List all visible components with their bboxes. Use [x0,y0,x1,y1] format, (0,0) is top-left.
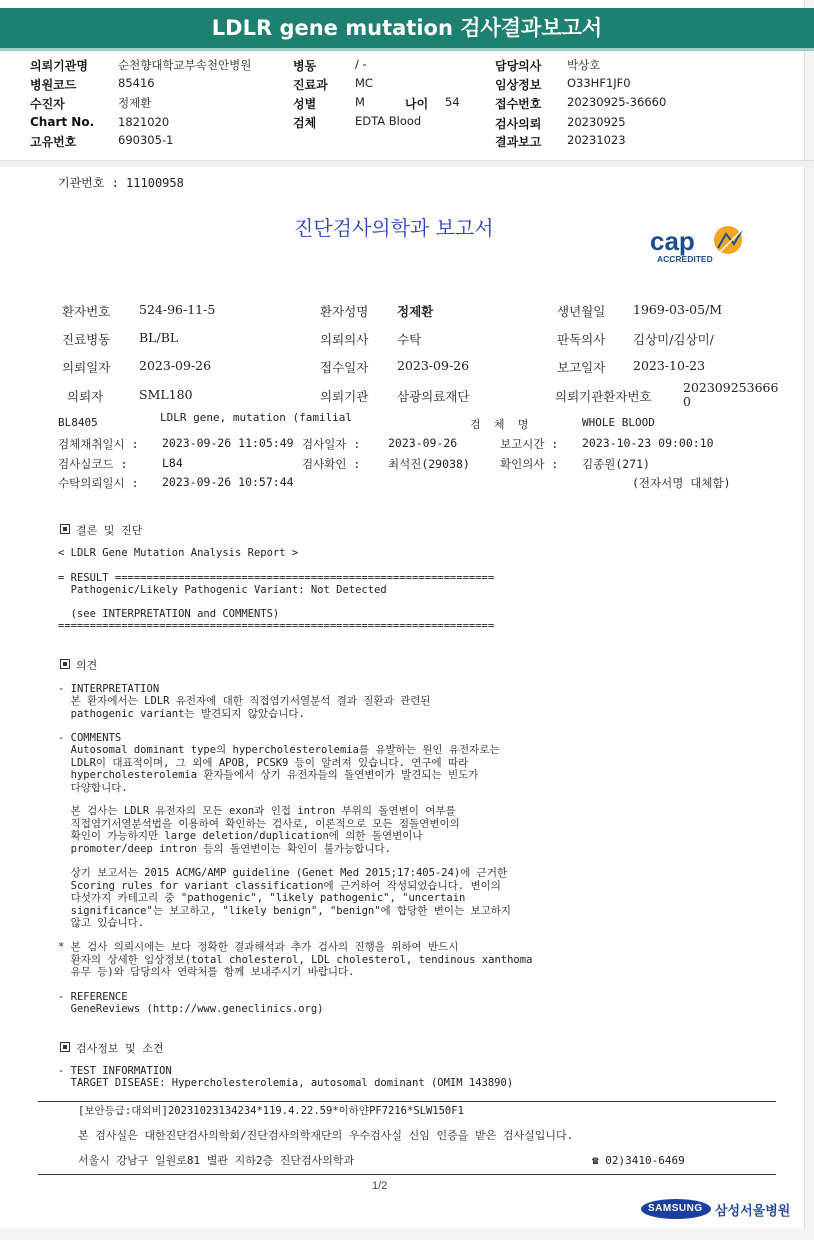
specimen-name-label: 검 체 명 [470,418,529,431]
meta-value: 2023-09-26 [388,436,458,450]
meta-label: 검사일자 : [302,437,361,451]
section-heading-test-info [60,1040,164,1056]
info-value: 2023-09-26 [139,358,212,373]
report-heading: < LDLR Gene Mutation Analysis Report > [58,547,299,559]
doctor-label: 담당의사 [495,59,542,73]
report-banner-title: LDLR gene mutation 검사결과보고서 [0,8,814,48]
report-date-label: 결과보고 [495,135,542,149]
banner-underline [0,48,814,51]
doctor-value: 박상호 [567,58,601,72]
sex-label: 성별 [293,97,317,111]
section-heading-conclusion [60,522,142,538]
info-value: 524-96-11-5 [139,302,216,317]
section-bullet-icon [60,524,70,534]
hospital-name-text: 삼성서울병원 [715,1204,791,1219]
info-label: 생년월일 [557,304,606,319]
info-value: 정제환 [397,304,434,319]
receipt-value: 20230925-36660 [567,95,667,109]
section-bullet-icon [60,1042,70,1052]
reference-body: GeneReviews (http://www.geneclinics.org) [58,1003,324,1015]
meta-value: 최석진(29038) [388,457,470,471]
info-value: 2023-10-23 [633,358,706,373]
institution-number: 기관번호 : 11100958 [58,176,184,190]
result-note: (see INTERPRETATION and COMMENTS) [58,608,280,620]
result-line: = RESULT ============================================================ [58,572,495,584]
lab-phone: ☎ 02)3410-6469 [592,1154,685,1167]
meta-label: 보고시간 : [500,437,559,451]
request-label: 검사의뢰 [495,117,542,131]
chart-no-label: Chart No. [30,115,95,129]
info-value: 수탁 [397,332,422,347]
hcode-label: 병원코드 [30,78,77,92]
info-label: 의뢰자 [67,389,104,404]
info-value: SML180 [139,387,193,402]
test-information-body: TARGET DISEASE: Hypercholesterolemia, autosomal dominant (OMIM 143890) [58,1077,514,1089]
section-bullet-icon [60,659,70,669]
security-line: [보안등급:대외비]20231023134234*119.4.22.59*이하얀PF7216*SLW150F1 [78,1105,464,1117]
receipt-label: 접수번호 [495,97,542,111]
comments-paragraph-2: 본 검사는 LDLR 유전자의 모든 exon과 인접 intron 부위의 돌연변이 여부를 직접염기서열분석법을 이용하여 확인하는 검사로, 이론적으로 모든 점돌연변이의 확인이 가능하지만 large deletion/duplication에 의한 돌연변이나 promoter/deep intron 등의 돌연변이는 확인이 불가능합니다. [70,805,460,855]
info-value: 1969-03-05/M [633,302,723,317]
samsung-text: SAMSUNG [648,1203,703,1214]
section-heading-opinion [60,657,97,673]
report-date-value: 20231023 [567,133,626,147]
info-label: 접수일자 [320,360,369,375]
ward-label: 병동 [293,59,317,73]
section-title: 의견 [76,659,98,672]
dept-label: 진료과 [293,78,328,92]
page-number: 1/2 [372,1180,388,1192]
info-label: 환자번호 [62,304,111,319]
specimen-label: 검체 [293,116,317,130]
clinical-value: O33HF1JF0 [567,76,631,90]
meta-value: 2023-09-26 10:57:44 [162,475,294,489]
info-value: 202309253666 [683,380,779,395]
chart-no-value: 1821020 [118,115,170,129]
doc-title: 진단검사의학과 보고서 [294,216,494,240]
info-label: 진료병동 [62,332,111,347]
section-title: 결론 및 진단 [76,524,143,537]
dept-value: MC [355,76,373,90]
hospital-value: 순천향대학교부속천안병원 [118,58,252,72]
ward-value: / - [355,57,367,71]
info-label: 의뢰의사 [320,332,369,347]
meta-label: 검사실코드 : [58,457,128,471]
result-text: Pathogenic/Likely Pathogenic Variant: Not Detected [58,584,387,596]
meta-label: 검사확인 : [302,457,361,471]
test-information-heading: - TEST INFORMATION [58,1065,172,1077]
cap-text: cap [650,226,695,256]
result-end-line: ===================================================================== [58,620,495,632]
test-code: BL8405 [58,416,98,429]
sex-value: M [355,95,365,109]
comments-paragraph-1: Autosomal dominant type의 hypercholesterolemia를 유발하는 원인 유전자로는 LDLR이 대표적이며, 그 외에 APOB, PCSK9 등이 알려져 있습니다. 연구에 따라 hypercholesterolemia 환자들에서 상기 유전자들의 돌연변이가 발견되는 빈도가 다양합니다. [70,744,500,794]
footer-rule-bottom [38,1174,776,1175]
uid-label: 고유번호 [30,135,77,149]
cap-accredited-text: ACCREDITED [657,254,713,264]
meta-value: L84 [162,456,183,470]
section-title: 검사정보 및 소견 [76,1042,164,1055]
patient-label: 수진자 [30,97,65,111]
age-value: 54 [445,95,460,109]
specimen-value: EDTA Blood [355,114,422,128]
interpretation-body: 본 환자에서는 LDLR 유전자에 대한 직접염기서열분석 결과 질환과 관련된 pathogenic variant는 발견되지 않았습니다. [70,695,431,720]
info-label: 환자성명 [320,304,369,319]
patient-value: 정제환 [118,96,152,110]
reference-heading: - REFERENCE [58,991,128,1003]
comments-heading: - COMMENTS [58,732,122,744]
comments-paragraph-3: 상기 보고서는 2015 ACMG/AMP guideline (Genet Med 2015;17:405-24)에 근거한 Scoring rules for variant classification에 근거하여 작성되었습니다. 변이의 다섯가지 카테고리 중 "pathogenic", "likely pathogenic", "uncertain significance"는 보고하고, "likely benign", "benign"에 합당한 변이는 보고하지 않고 있습니다. [70,867,512,929]
info-value: BL/BL [139,330,179,345]
meta-label: 검체채취일시 : [58,437,139,451]
bottom-gutter [0,1228,814,1240]
age-label: 나이 [405,97,429,111]
info-label: 의뢰일자 [62,360,111,375]
meta-value: 김종원(271) [582,457,650,471]
e-signature-note: (전자서명 대체함) [632,476,731,490]
meta-label: 수탁의뢰일시 : [58,476,139,490]
info-value-cont: 0 [683,394,691,409]
meta-value: 2023-09-26 11:05:49 [162,436,294,450]
test-name: LDLR gene, mutation (familial [160,411,353,424]
meta-value: 2023-10-23 09:00:10 [582,436,714,450]
request-note: * 본 검사 의뢰시에는 보다 정확한 결과해석과 추가 검사의 진행을 위하여 반드시 환자의 상세한 임상정보(total cholesterol, LDL cholesterol, tendinous xanthoma 유무 등)와 담당의사 연락처를 함께 보내주시기 바랍니다. [58,941,533,978]
clinical-label: 임상정보 [495,78,542,92]
info-label: 보고일자 [557,360,606,375]
info-label: 의뢰기관 [320,389,369,404]
certification-text: 본 검사실은 대한진단검사의학회/진단검사의학재단의 우수검사실 신임 인증을 받은 검사실입니다. [78,1129,574,1142]
lab-address: 서울시 강남구 일원로81 별관 지하2층 진단검사의학과 [78,1154,355,1167]
info-value: 김상미/김상미/ [633,332,714,347]
info-value: 삼광의료재단 [397,389,470,404]
scrollbar-right[interactable] [804,0,814,1240]
request-value: 20230925 [567,115,626,129]
specimen-name-value: WHOLE BLOOD [582,416,655,429]
footer-rule-top [38,1101,776,1102]
hcode-value: 85416 [118,76,155,90]
info-label: 의뢰기관환자번호 [555,389,652,404]
info-value: 2023-09-26 [397,358,470,373]
interpretation-heading: - INTERPRETATION [58,683,160,695]
meta-label: 확인의사 : [500,457,559,471]
section-divider [0,160,814,167]
info-label: 판독의사 [557,332,606,347]
hospital-label: 의뢰기관명 [30,59,88,73]
uid-value: 690305-1 [118,133,174,147]
